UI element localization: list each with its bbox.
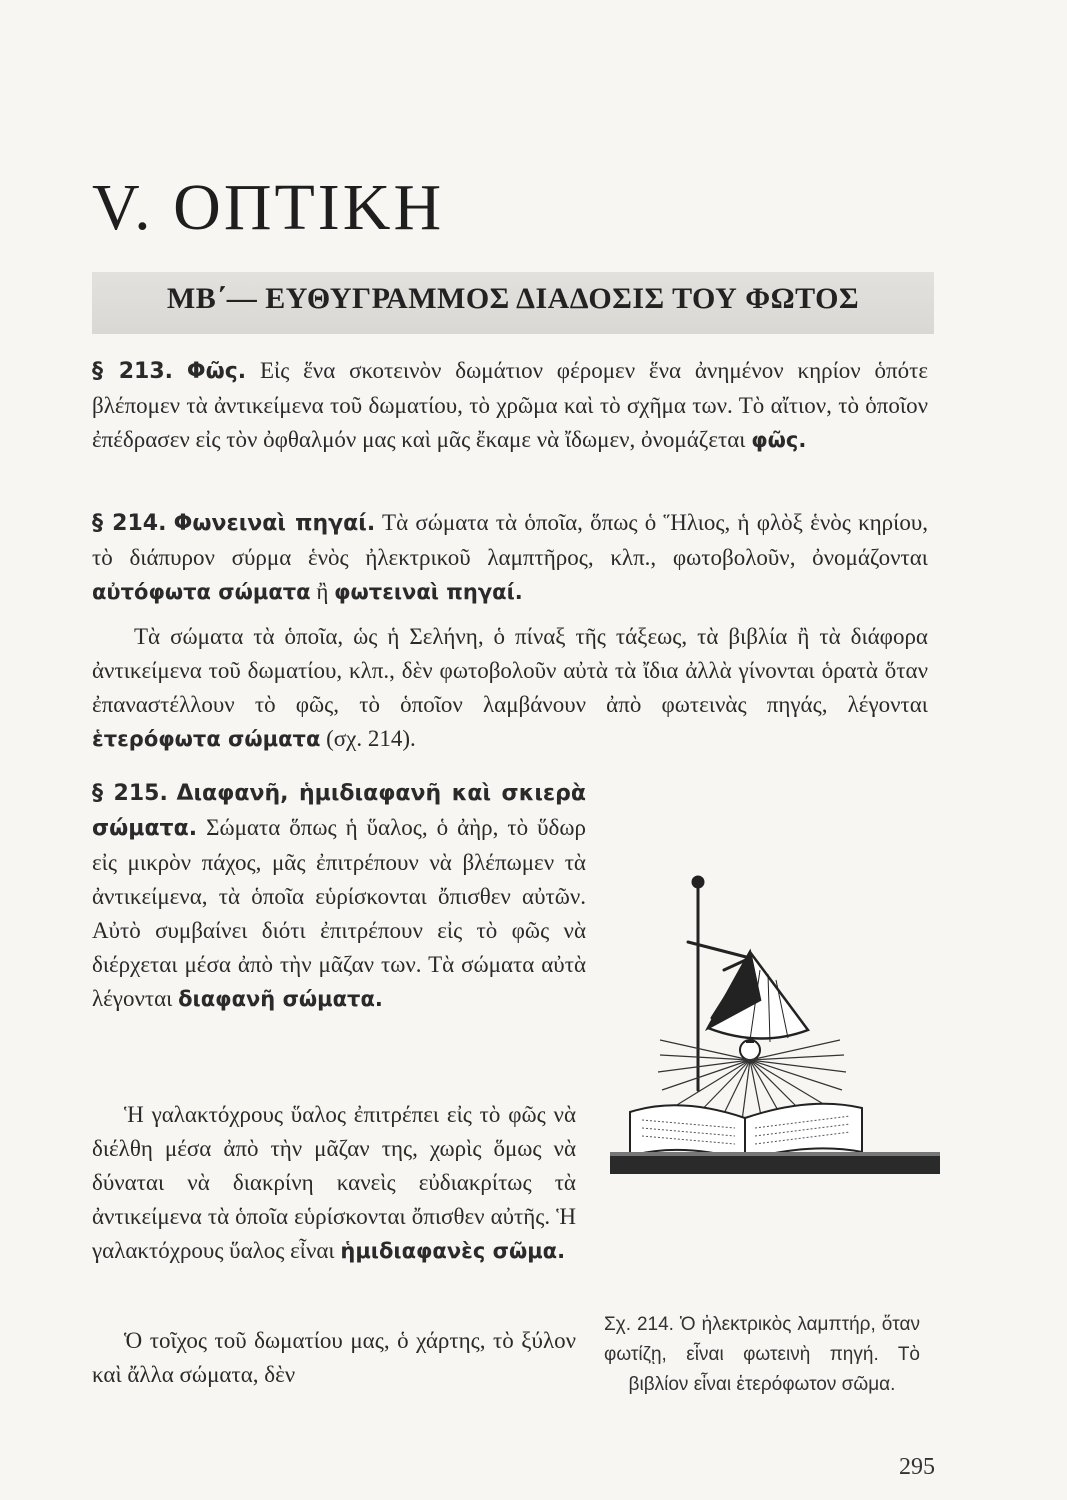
section-215-term-transparent: διαφανῆ σώματα. bbox=[178, 987, 383, 1011]
section-214-paragraph bbox=[92, 506, 928, 609]
section-215-title: Διαφανῆ, ἡμιδιαφανῆ καὶ σκιερὰ σώματα. bbox=[92, 781, 586, 841]
lamp-shade bbox=[708, 952, 808, 1042]
figure-caption: Σχ. 214. Ὁ ἠλεκτρικὸς λαμπτήρ, ὅταν φωτίζῃ, εἶναι φωτεινὴ πηγή. Τὸ βιβλίον εἶναι ἑτερόφωτον σῶμα. bbox=[604, 1314, 920, 1395]
section-215-paragraph bbox=[92, 776, 586, 1016]
section-214-second-text: Τὰ σώματα τὰ ὁποῖα, ὡς ἡ Σελήνη, ὁ πίναξ τῆς τάξεως, τὰ βιβλία ἢ τὰ διάφορα ἀντικείμενα τοῦ δωματίου, κλπ., δὲν φωτοβολοῦν αὐτὰ τὰ ἴδια ἀλλὰ γίνονται ὁρατὰ ὅταν ἐπαναστέλλουν τὸ φῶς, τὸ ὁποῖον λαμβάνουν ἀπὸ φωτεινὰς πηγάς, λέγονται bbox=[92, 624, 928, 717]
open-book bbox=[630, 1104, 862, 1160]
section-214-term-illuminated: ἑτερόφωτα σώματα bbox=[92, 727, 321, 751]
table-surface bbox=[610, 1152, 940, 1174]
section-213-text: Εἰς ἕνα σκοτεινὸν δωμάτιον φέρομεν ἕνα ἀνημένον κηρίον ὁπότε βλέπομεν τὰ ἀντικείμενα τοῦ δωματίου, τὸ χρῶμα καὶ τὸ σχῆμα των. Τὸ αἴτιον, τὸ ὁποῖον ἐπέδρασεν εἰς τὸν ὀφθαλμόν μας καὶ μᾶς ἔκαμε νὰ ἴδωμεν, ὀνομάζεται bbox=[92, 358, 929, 452]
milk-glass-text: Ἡ γαλακτόχρους ὕαλος ἐπιτρέπει εἰς τὸ φῶς νὰ διέλθη μέσα ἀπὸ τὴν μᾶζαν της, χωρὶς ὅμως νὰ δύναται νὰ διακρίνη κανεὶς εὐδιακρίτως τὰ ἀντικείμενα τὰ ὁποῖα εὑρίσκονται ὄπισθεν αὐτῆς. Ἡ γαλακτόχρους ὕαλος εἶναι bbox=[92, 1102, 576, 1263]
lamp-and-book-figure bbox=[600, 850, 940, 1180]
milk-glass-term: ἡμιδιαφανὲς σῶμα. bbox=[340, 1239, 566, 1263]
section-214-number: § 214. bbox=[92, 511, 167, 536]
chapter-title: ΜΒ΄— ΕΥΘΥΓΡΑΜΜΟΣ ΔΙΑΔΟΣΙΣ ΤΟΥ ΦΩΤΟΣ bbox=[166, 282, 860, 315]
section-214-conjunction: ἢ bbox=[316, 579, 329, 604]
wall-text: Ὁ τοῖχος τοῦ δωματίου μας, ὁ χάρτης, τὸ ξύλον καὶ ἄλλα σώματα, δὲν bbox=[92, 1328, 576, 1387]
section-213-paragraph bbox=[92, 354, 928, 457]
section-215-text: Σώματα ὅπως ἡ ὕαλος, ὁ ἀὴρ, τὸ ὕδωρ εἰς μικρὸν πάχος, μᾶς ἐπιτρέπουν νὰ βλέπωμεν τὰ ἀντικείμενα, τὰ ὁποῖα εὑρίσκονται ὄπισθεν αὐτῶν. Αὐτὸ συμβαίνει διότι ἐπιτρέπουν εἰς τὸ φῶς νὰ διέρχεται μέσα ἀπὸ τὴν μᾶζαν των. Τὰ σώματα αὐτὰ λέγονται bbox=[92, 815, 586, 1011]
milk-glass-paragraph bbox=[92, 1098, 576, 1268]
part-title: V. ΟΠΤΙΚΗ bbox=[92, 171, 445, 244]
section-214-title: Φωνειναὶ πηγαί. bbox=[173, 511, 376, 536]
section-215-number: § 215. bbox=[92, 781, 168, 806]
section-214-term-self-luminous: αὐτόφωτα σώματα bbox=[92, 580, 311, 604]
page-number: 295 bbox=[899, 1454, 935, 1480]
section-214-text: Τὰ σώματα τὰ ὁποῖα, ὅπως ὁ Ἥλιος, ἡ φλὸξ ἑνὸς κηρίου, τὸ διάπυρον σύρμα ἑνὸς ἠλεκτρικοῦ λαμπτῆρος, κλπ., φωτοβολοῦν, ὀνομάζονται bbox=[92, 510, 928, 570]
section-214-figure-ref: (σχ. 214). bbox=[326, 726, 416, 751]
light-bulb bbox=[740, 1040, 760, 1060]
section-213-title: Φῶς. bbox=[186, 359, 247, 384]
wall-paragraph bbox=[92, 1324, 576, 1392]
section-214-second-paragraph bbox=[92, 620, 928, 756]
section-213-number: § 213. bbox=[92, 359, 174, 384]
section-214-term-light-sources: φωτειναὶ πηγαί. bbox=[334, 580, 523, 604]
section-213-term: φῶς. bbox=[751, 428, 807, 452]
